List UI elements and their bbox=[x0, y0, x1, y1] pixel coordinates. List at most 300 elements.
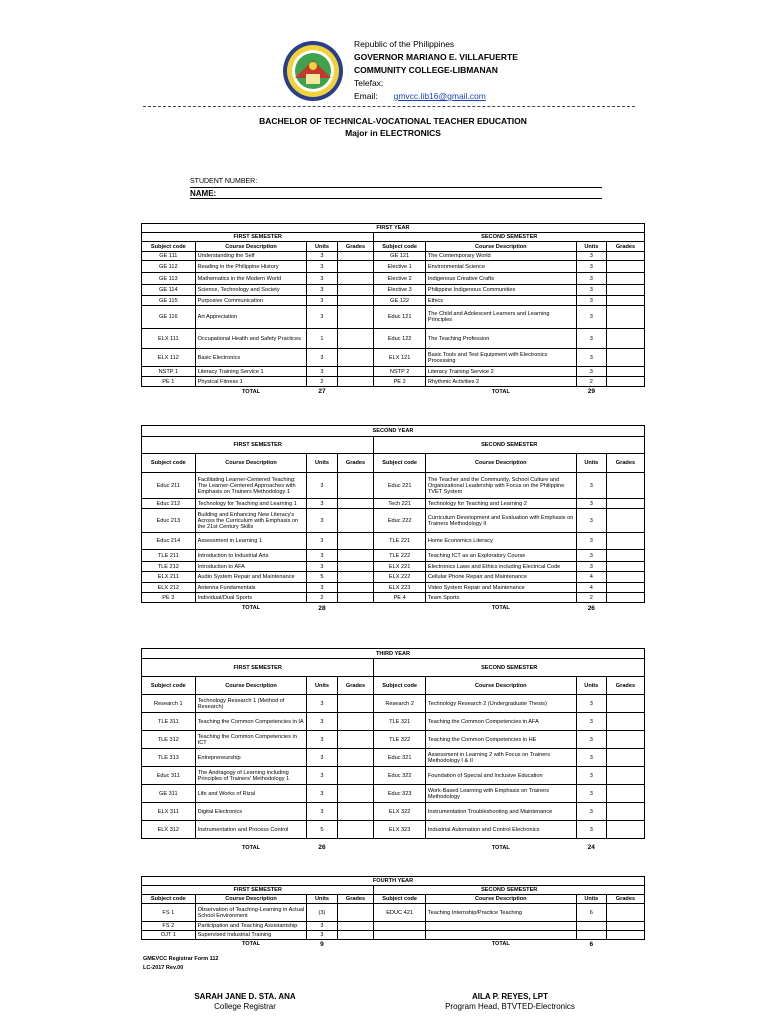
registrar-title: College Registrar bbox=[214, 1002, 276, 1011]
subject-code-cell: GE 111 bbox=[142, 252, 196, 261]
second-semester-total-units: 29 bbox=[587, 388, 595, 396]
subject-code-cell: ELX 121 bbox=[374, 349, 425, 367]
units-cell: 3 bbox=[307, 499, 337, 509]
units-cell: 3 bbox=[307, 749, 337, 767]
column-header-grades: Grades bbox=[606, 454, 644, 473]
column-header-units: Units bbox=[307, 677, 337, 695]
column-header-subject-code: Subject code bbox=[374, 895, 425, 904]
subject-code-cell: EDUC 421 bbox=[374, 904, 425, 922]
units-cell: 3 bbox=[307, 803, 337, 821]
college-seal-logo bbox=[282, 40, 344, 102]
form-name: GMEVCC Registrar Form 112 bbox=[143, 956, 219, 962]
course-description-cell: Literacy Training Service 2 bbox=[425, 367, 576, 377]
course-description-cell: Teaching the Common Competencies in ICT bbox=[195, 731, 307, 749]
course-description-cell: Introduction to Industrial Arts bbox=[195, 550, 307, 562]
units-cell: 3 bbox=[576, 349, 606, 367]
units-cell: 3 bbox=[307, 931, 337, 940]
subject-code-cell: PE 4 bbox=[374, 593, 425, 603]
column-header-subject-code: Subject code bbox=[374, 242, 425, 252]
header-text-block bbox=[354, 38, 518, 103]
year-title: FIRST YEAR bbox=[142, 224, 645, 233]
course-row bbox=[142, 785, 645, 803]
grades-cell[interactable] bbox=[606, 593, 644, 603]
column-header-grades: Grades bbox=[337, 242, 374, 252]
student-number-field[interactable]: STUDENT NUMBER: bbox=[190, 178, 602, 188]
subject-code-cell: Educ 311 bbox=[142, 767, 196, 785]
column-header-subject-code: Subject code bbox=[374, 454, 425, 473]
subject-code-cell: ELX 323 bbox=[374, 821, 425, 839]
units-cell: 3 bbox=[576, 296, 606, 306]
grades-cell[interactable] bbox=[606, 261, 644, 273]
units-cell: 3 bbox=[307, 273, 337, 285]
units-cell: 3 bbox=[307, 367, 337, 377]
subject-code-cell: Educ 122 bbox=[374, 329, 425, 349]
subject-code-cell: Educ 213 bbox=[142, 509, 196, 533]
grades-cell[interactable] bbox=[337, 583, 374, 593]
subject-code-cell: GE 311 bbox=[142, 785, 196, 803]
column-header-course-description: Course Description bbox=[425, 677, 576, 695]
course-description-cell bbox=[425, 931, 576, 940]
grades-cell[interactable] bbox=[606, 473, 644, 499]
course-description-cell: Basic Tools and Test Equipment with Electronics Processing bbox=[425, 349, 576, 367]
column-header-grades: Grades bbox=[606, 677, 644, 695]
course-description-cell: Technology for Teaching and Learning 1 bbox=[195, 499, 307, 509]
first-semester-total-units: 27 bbox=[318, 388, 326, 396]
form-revision: LC-2017 Rev.00 bbox=[143, 965, 184, 971]
registrar-name: SARAH JANE D. STA. ANA bbox=[194, 992, 296, 1001]
grades-cell[interactable] bbox=[606, 273, 644, 285]
column-header-subject-code: Subject code bbox=[142, 242, 196, 252]
units-cell: 3 bbox=[307, 785, 337, 803]
course-row bbox=[142, 922, 645, 931]
first-semester-total-label: TOTAL bbox=[241, 941, 261, 948]
program-head-name: AILA P. REYES, LPT bbox=[471, 992, 548, 1001]
spacer-cell bbox=[606, 603, 644, 614]
subject-code-cell: ELX 221 bbox=[374, 562, 425, 572]
column-header-subject-code: Subject code bbox=[374, 677, 425, 695]
course-description-cell: The Child and Adolescent Learners and Learning Principles bbox=[425, 306, 576, 329]
column-header-grades: Grades bbox=[337, 677, 374, 695]
units-cell: 3 bbox=[576, 499, 606, 509]
course-description-cell: Entrepreneurship bbox=[195, 749, 307, 767]
grades-cell[interactable] bbox=[606, 767, 644, 785]
spacer-cell bbox=[606, 839, 644, 857]
subject-code-cell: ELX 212 bbox=[142, 583, 196, 593]
registrar-signature bbox=[180, 992, 310, 1012]
grades-cell[interactable] bbox=[606, 821, 644, 839]
grades-cell[interactable] bbox=[337, 767, 374, 785]
subject-code-cell bbox=[374, 922, 425, 931]
units-cell: 3 bbox=[307, 922, 337, 931]
second-semester-header: SECOND SEMESTER bbox=[374, 886, 645, 895]
course-description-cell: Team Sports bbox=[425, 593, 576, 603]
course-row bbox=[142, 931, 645, 940]
grades-cell[interactable] bbox=[337, 785, 374, 803]
subject-code-cell: Educ 214 bbox=[142, 533, 196, 550]
course-row bbox=[142, 273, 645, 285]
subject-code-cell: ELX 211 bbox=[142, 572, 196, 583]
course-description-cell: Mathematics in the Modern World bbox=[195, 273, 307, 285]
year-title: THIRD YEAR bbox=[142, 649, 645, 659]
units-cell: 3 bbox=[307, 583, 337, 593]
course-row bbox=[142, 285, 645, 296]
grades-cell[interactable] bbox=[606, 731, 644, 749]
subject-code-cell: TLE 322 bbox=[374, 731, 425, 749]
units-cell: 2 bbox=[307, 593, 337, 603]
spacer-cell bbox=[606, 387, 644, 397]
units-cell: 3 bbox=[307, 349, 337, 367]
second-semester-total-label: TOTAL bbox=[491, 388, 510, 395]
course-description-cell: Occupational Health and Safety Practices bbox=[195, 329, 307, 349]
grades-cell[interactable] bbox=[606, 922, 644, 931]
grades-cell[interactable] bbox=[337, 922, 374, 931]
grades-cell[interactable] bbox=[606, 803, 644, 821]
grades-cell[interactable] bbox=[606, 285, 644, 296]
second-semester-total-label: TOTAL bbox=[491, 605, 510, 612]
course-row bbox=[142, 252, 645, 261]
course-row bbox=[142, 695, 645, 713]
subject-code-cell: ELX 311 bbox=[142, 803, 196, 821]
grades-cell[interactable] bbox=[337, 931, 374, 940]
subject-code-cell: TLE 321 bbox=[374, 713, 425, 731]
second-semester-total-label: TOTAL bbox=[491, 844, 510, 851]
course-description-cell: Physical Fitness 1 bbox=[195, 377, 307, 387]
units-cell: 3 bbox=[576, 273, 606, 285]
first-semester-header: FIRST SEMESTER bbox=[142, 659, 374, 677]
course-description-cell: Philippine Indigenous Communities bbox=[425, 285, 576, 296]
grades-cell[interactable] bbox=[337, 533, 374, 550]
grades-cell[interactable] bbox=[337, 593, 374, 603]
units-cell: 3 bbox=[576, 252, 606, 261]
first-semester-total-units: 9 bbox=[320, 940, 324, 948]
program-title: BACHELOR OF TECHNICAL-VOCATIONAL TEACHER EDUCATION bbox=[259, 116, 527, 126]
units-cell: 3 bbox=[576, 285, 606, 296]
grades-cell[interactable] bbox=[606, 713, 644, 731]
college-name-line1: GOVERNOR MARIANO E. VILLAFUERTE bbox=[354, 52, 518, 62]
subject-code-cell: Research 1 bbox=[142, 695, 196, 713]
units-cell: 2 bbox=[576, 593, 606, 603]
program-major: Major in ELECTRONICS bbox=[345, 128, 441, 138]
units-cell: 5 bbox=[307, 572, 337, 583]
units-cell: 3 bbox=[307, 550, 337, 562]
second-semester-header: SECOND SEMESTER bbox=[374, 233, 645, 242]
course-description-cell: The Andragogy of Learning including Principles of Trainers' Methodology 1 bbox=[195, 767, 307, 785]
spacer-cell bbox=[374, 940, 425, 949]
units-cell: 2 bbox=[576, 377, 606, 387]
units-cell: 3 bbox=[307, 252, 337, 261]
column-header-course-description: Course Description bbox=[425, 242, 576, 252]
spacer-cell bbox=[337, 603, 374, 614]
course-description-cell: Introduction to AFA bbox=[195, 562, 307, 572]
year-table-3 bbox=[141, 648, 645, 857]
subject-code-cell: ELX 223 bbox=[374, 583, 425, 593]
course-description-cell: Facilitating Learner-Centered Teaching: The Learner-Centered Approaches with Emphasis on Trainers Methodology 1 bbox=[195, 473, 307, 499]
course-description-cell bbox=[425, 922, 576, 931]
subject-code-cell: TLE 212 bbox=[142, 562, 196, 572]
course-description-cell: Home Economics Literacy bbox=[425, 533, 576, 550]
grades-cell[interactable] bbox=[606, 252, 644, 261]
course-description-cell: Assessment in Learning 2 with Focus on Trainers Methodology I & II bbox=[425, 749, 576, 767]
subject-code-cell: OJT 1 bbox=[142, 931, 196, 940]
column-header-units: Units bbox=[307, 242, 337, 252]
column-header-units: Units bbox=[307, 454, 337, 473]
course-row bbox=[142, 533, 645, 550]
units-cell bbox=[576, 931, 606, 940]
units-cell: 4 bbox=[576, 583, 606, 593]
units-cell: 3 bbox=[307, 473, 337, 499]
grades-cell[interactable] bbox=[337, 562, 374, 572]
subject-code-cell: TLE 211 bbox=[142, 550, 196, 562]
column-header-units: Units bbox=[576, 677, 606, 695]
grades-cell[interactable] bbox=[606, 367, 644, 377]
subject-code-cell: NSTP 2 bbox=[374, 367, 425, 377]
course-row bbox=[142, 904, 645, 922]
form-reference bbox=[143, 955, 219, 973]
grades-cell[interactable] bbox=[606, 572, 644, 583]
course-description-cell: The Teacher and the Community, School Culture and Organizational Leadership with Focus on the Philippine TVET System bbox=[425, 473, 576, 499]
header-divider bbox=[143, 106, 635, 107]
grades-cell[interactable] bbox=[337, 367, 374, 377]
grades-cell[interactable] bbox=[606, 533, 644, 550]
spacer-cell bbox=[142, 839, 196, 857]
column-header-units: Units bbox=[576, 895, 606, 904]
subject-code-cell: ELX 112 bbox=[142, 349, 196, 367]
grades-cell[interactable] bbox=[337, 329, 374, 349]
grades-cell[interactable] bbox=[606, 931, 644, 940]
grades-cell[interactable] bbox=[337, 821, 374, 839]
grades-cell[interactable] bbox=[606, 785, 644, 803]
subject-code-cell: ELX 111 bbox=[142, 329, 196, 349]
grades-cell[interactable] bbox=[606, 499, 644, 509]
subject-code-cell: GE 115 bbox=[142, 296, 196, 306]
course-description-cell: Supervised Industrial Training bbox=[195, 931, 307, 940]
course-description-cell: Teaching the Common Competencies in HE bbox=[425, 731, 576, 749]
column-header-units: Units bbox=[576, 242, 606, 252]
column-header-course-description: Course Description bbox=[425, 454, 576, 473]
grades-cell[interactable] bbox=[337, 713, 374, 731]
units-cell: 4 bbox=[576, 572, 606, 583]
column-header-course-description: Course Description bbox=[195, 677, 307, 695]
second-semester-total-units: 26 bbox=[587, 604, 595, 612]
course-description-cell: Indigenous Creative Crafts bbox=[425, 273, 576, 285]
first-semester-header: FIRST SEMESTER bbox=[142, 437, 374, 454]
first-semester-total-units: 26 bbox=[318, 844, 326, 852]
year-table-1 bbox=[141, 223, 645, 397]
course-description-cell: Electronics Laws and Ethics including Electrical Code bbox=[425, 562, 576, 572]
units-cell: 3 bbox=[576, 509, 606, 533]
units-cell: 3 bbox=[576, 803, 606, 821]
grades-cell[interactable] bbox=[337, 550, 374, 562]
grades-cell[interactable] bbox=[337, 285, 374, 296]
column-header-subject-code: Subject code bbox=[142, 454, 196, 473]
course-row bbox=[142, 572, 645, 583]
course-description-cell: Teaching ICT as an Exploratory Course bbox=[425, 550, 576, 562]
spacer-cell bbox=[374, 839, 425, 857]
units-cell: 3 bbox=[576, 261, 606, 273]
units-cell: 3 bbox=[307, 713, 337, 731]
course-row bbox=[142, 296, 645, 306]
grades-cell[interactable] bbox=[337, 499, 374, 509]
course-description-cell: Environmental Science bbox=[425, 261, 576, 273]
grades-cell[interactable] bbox=[337, 749, 374, 767]
course-row bbox=[142, 306, 645, 329]
subject-code-cell: FS 2 bbox=[142, 922, 196, 931]
units-cell: 3 bbox=[576, 785, 606, 803]
subject-code-cell: Educ 211 bbox=[142, 473, 196, 499]
grades-cell[interactable] bbox=[337, 252, 374, 261]
grades-cell[interactable] bbox=[337, 904, 374, 922]
course-row bbox=[142, 749, 645, 767]
course-description-cell: Assessment in Learning 1 bbox=[195, 533, 307, 550]
course-description-cell: Ethics bbox=[425, 296, 576, 306]
grades-cell[interactable] bbox=[337, 306, 374, 329]
first-semester-total-label: TOTAL bbox=[241, 844, 261, 851]
units-cell: 3 bbox=[576, 367, 606, 377]
units-cell: 3 bbox=[576, 749, 606, 767]
grades-cell[interactable] bbox=[337, 803, 374, 821]
subject-code-cell: ELX 312 bbox=[142, 821, 196, 839]
grades-cell[interactable] bbox=[337, 349, 374, 367]
course-description-cell: Digital Electronics bbox=[195, 803, 307, 821]
grades-cell[interactable] bbox=[606, 562, 644, 572]
course-row bbox=[142, 767, 645, 785]
grades-cell[interactable] bbox=[337, 273, 374, 285]
grades-cell[interactable] bbox=[337, 473, 374, 499]
course-description-cell: Science, Technology and Society bbox=[195, 285, 307, 296]
course-description-cell: Video System Repair and Maintenance bbox=[425, 583, 576, 593]
subject-code-cell: Tech 221 bbox=[374, 499, 425, 509]
units-cell: 5 bbox=[307, 821, 337, 839]
first-semester-header: FIRST SEMESTER bbox=[142, 886, 374, 895]
course-description-cell: Industrial Automation and Control Electronics bbox=[425, 821, 576, 839]
email-link[interactable]: gmvcc.lib16@gmail.com bbox=[393, 91, 486, 101]
first-semester-total-label: TOTAL bbox=[241, 605, 261, 612]
course-description-cell: Work-Based Learning with Emphasis on Trainers Methodology bbox=[425, 785, 576, 803]
subject-code-cell: GE 122 bbox=[374, 296, 425, 306]
subject-code-cell bbox=[374, 931, 425, 940]
grades-cell[interactable] bbox=[606, 695, 644, 713]
subject-code-cell: FS 1 bbox=[142, 904, 196, 922]
units-cell: 3 bbox=[307, 509, 337, 533]
course-description-cell: Rhythmic Activities 2 bbox=[425, 377, 576, 387]
document-header bbox=[282, 32, 702, 107]
grades-cell[interactable] bbox=[606, 509, 644, 533]
units-cell: 3 bbox=[307, 695, 337, 713]
grades-cell[interactable] bbox=[606, 583, 644, 593]
units-cell: 6 bbox=[576, 904, 606, 922]
course-description-cell: Instrumentation Troubleshooting and Maintenance bbox=[425, 803, 576, 821]
subject-code-cell: GE 116 bbox=[142, 306, 196, 329]
column-header-grades: Grades bbox=[337, 454, 374, 473]
course-description-cell: Purposive Communication bbox=[195, 296, 307, 306]
year-table-4 bbox=[141, 876, 645, 949]
telefax-label: Telefax: bbox=[354, 78, 384, 88]
subject-code-cell: NSTP 1 bbox=[142, 367, 196, 377]
units-cell: 3 bbox=[576, 731, 606, 749]
course-row bbox=[142, 261, 645, 273]
year-title: FOURTH YEAR bbox=[142, 877, 645, 886]
column-header-grades: Grades bbox=[606, 895, 644, 904]
subject-code-cell: ELX 222 bbox=[374, 572, 425, 583]
grades-cell[interactable] bbox=[606, 296, 644, 306]
subject-code-cell: GE 114 bbox=[142, 285, 196, 296]
grades-cell[interactable] bbox=[337, 377, 374, 387]
column-header-subject-code: Subject code bbox=[142, 677, 196, 695]
year-table-2 bbox=[141, 425, 645, 614]
grades-cell[interactable] bbox=[337, 572, 374, 583]
units-cell: 3 bbox=[576, 695, 606, 713]
course-description-cell: Technology Research 1 (Method of Research) bbox=[195, 695, 307, 713]
grades-cell[interactable] bbox=[337, 695, 374, 713]
grades-cell[interactable] bbox=[337, 731, 374, 749]
grades-cell[interactable] bbox=[606, 904, 644, 922]
second-semester-header: SECOND SEMESTER bbox=[374, 659, 645, 677]
course-description-cell: Technology Research 2 (Undergraduate Thesis) bbox=[425, 695, 576, 713]
grades-cell[interactable] bbox=[337, 296, 374, 306]
course-description-cell: Teaching the Common Competencies in IA bbox=[195, 713, 307, 731]
units-cell: 3 bbox=[307, 767, 337, 785]
column-header-course-description: Course Description bbox=[425, 895, 576, 904]
student-name-field[interactable]: NAME: bbox=[190, 189, 602, 199]
units-cell: 2 bbox=[307, 377, 337, 387]
course-description-cell: Basic Electronics bbox=[195, 349, 307, 367]
course-description-cell: Participation and Teaching Assistantship bbox=[195, 922, 307, 931]
spacer-cell bbox=[337, 839, 374, 857]
subject-code-cell: Educ 323 bbox=[374, 785, 425, 803]
course-description-cell: Reading in the Philippine History bbox=[195, 261, 307, 273]
grades-cell[interactable] bbox=[606, 329, 644, 349]
grades-cell[interactable] bbox=[606, 306, 644, 329]
subject-code-cell: GE 113 bbox=[142, 273, 196, 285]
first-semester-total-units: 28 bbox=[318, 604, 326, 612]
grades-cell[interactable] bbox=[606, 550, 644, 562]
units-cell: 3 bbox=[576, 329, 606, 349]
subject-code-cell: Elective 3 bbox=[374, 285, 425, 296]
course-row bbox=[142, 499, 645, 509]
second-semester-total-units: 24 bbox=[587, 844, 595, 852]
course-description-cell: The Contemporary World bbox=[425, 252, 576, 261]
year-title: SECOND YEAR bbox=[142, 426, 645, 437]
course-description-cell: Literacy Training Service 1 bbox=[195, 367, 307, 377]
subject-code-cell: PE 2 bbox=[374, 377, 425, 387]
course-row bbox=[142, 562, 645, 572]
first-semester-header: FIRST SEMESTER bbox=[142, 233, 374, 242]
subject-code-cell: TLE 312 bbox=[142, 731, 196, 749]
grades-cell[interactable] bbox=[606, 349, 644, 367]
course-description-cell: Foundation of Special and Inclusive Education bbox=[425, 767, 576, 785]
course-row bbox=[142, 349, 645, 367]
units-cell: 3 bbox=[576, 562, 606, 572]
course-description-cell: Curriculum Development and Evaluation with Emphasis on Trainers Methodology II bbox=[425, 509, 576, 533]
course-row bbox=[142, 803, 645, 821]
course-row bbox=[142, 583, 645, 593]
column-header-subject-code: Subject code bbox=[142, 895, 196, 904]
units-cell: 3 bbox=[576, 550, 606, 562]
grades-cell[interactable] bbox=[337, 261, 374, 273]
units-cell: 3 bbox=[307, 285, 337, 296]
grades-cell[interactable] bbox=[337, 509, 374, 533]
subject-code-cell: Educ 221 bbox=[374, 473, 425, 499]
second-semester-header: SECOND SEMESTER bbox=[374, 437, 645, 454]
subject-code-cell: PE 1 bbox=[142, 377, 196, 387]
units-cell: 3 bbox=[307, 562, 337, 572]
subject-code-cell: TLE 311 bbox=[142, 713, 196, 731]
column-header-grades: Grades bbox=[337, 895, 374, 904]
grades-cell[interactable] bbox=[606, 749, 644, 767]
grades-cell[interactable] bbox=[606, 377, 644, 387]
column-header-units: Units bbox=[307, 895, 337, 904]
course-description-cell: Cellular Phone Repair and Maintenance bbox=[425, 572, 576, 583]
